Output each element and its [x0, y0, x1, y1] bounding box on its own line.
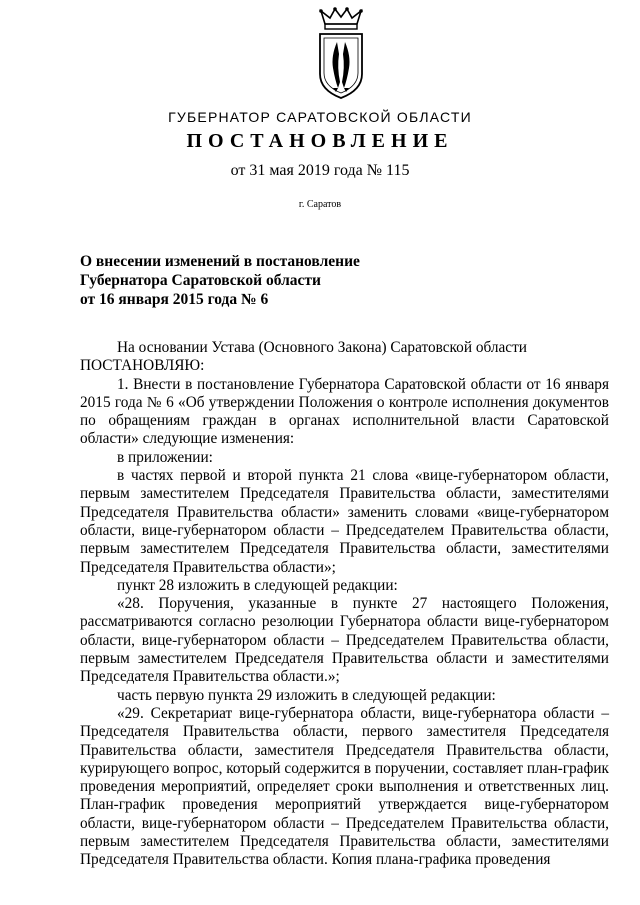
issuer-title: ГУБЕРНАТОР САРАТОВСКОЙ ОБЛАСТИ: [168, 109, 472, 125]
coat-of-arms-icon: [311, 6, 371, 100]
paragraph: ПОСТАНОВЛЯЮ:: [80, 357, 205, 375]
paragraph: На основании Устава (Основного Закона) Саратовской области: [117, 339, 527, 356]
document-type: ПОСТАНОВЛЕНИЕ: [186, 130, 454, 152]
document-subject: [80, 252, 500, 309]
document-body: [80, 339, 609, 870]
subject-line: от 16 января 2015 года № 6: [80, 291, 269, 308]
subject-line: О внесении изменений в постановление: [80, 253, 360, 270]
paragraph: «28. Поручения, указанные в пункте 27 настоящего Положения, рассматриваются согласно резолюции Губернатора области вице-губернатором области, вице-губернатором области – Председателем Правительства области, первым заместителем Председателя Правительства области и заместителями Председателя Правительства области.»;: [80, 595, 609, 686]
city: г. Саратов: [298, 199, 342, 210]
paragraph: «29. Секретариат вице-губернатора области, вице-губернатора области – Председателя Правительства области, первого заместителя Председателя Правительства области, заместителя Председателя Правительства области, курирующего вопрос, который содержится в поручении, составляет план-график проведения мероприятий, определяет сроки выполнения и ответственных лиц. План-график проведения мероприятий утверждается вице-губернатором области, вице-губернатором области – Председателем Правительства области, первым заместителем Председателя Правительства области, заместителями Председателя Правительства области. Копия плана-графика проведения: [80, 704, 609, 869]
paragraph: 1. Внести в постановление Губернатора Саратовской области от 16 января 2015 года № 6 «Об утверждении Положения о контроле исполнения документов по обращениям граждан в органах исполнительной власти Саратовской области» следующие изменения:: [80, 375, 609, 448]
paragraph: часть первую пункта 29 изложить в следующей редакции:: [117, 686, 496, 704]
subject-line: Губернатора Саратовской области: [80, 272, 321, 289]
paragraph: пункт 28 изложить в следующей редакции:: [117, 576, 398, 594]
date-and-number: от 31 мая 2019 года № 115: [230, 162, 410, 179]
paragraph: в приложении:: [117, 448, 213, 466]
paragraph: в частях первой и второй пункта 21 слова «вице-губернатором области, первым заместителем Председателя Правительства области, заместителями Председателя Правительства области» заменить словами «вице-губернатором области, вице-губернатором области – Председателем Правительства области, первым заместителем Председателя Правительства области, заместителями Председателя Правительства области»;: [80, 467, 609, 576]
